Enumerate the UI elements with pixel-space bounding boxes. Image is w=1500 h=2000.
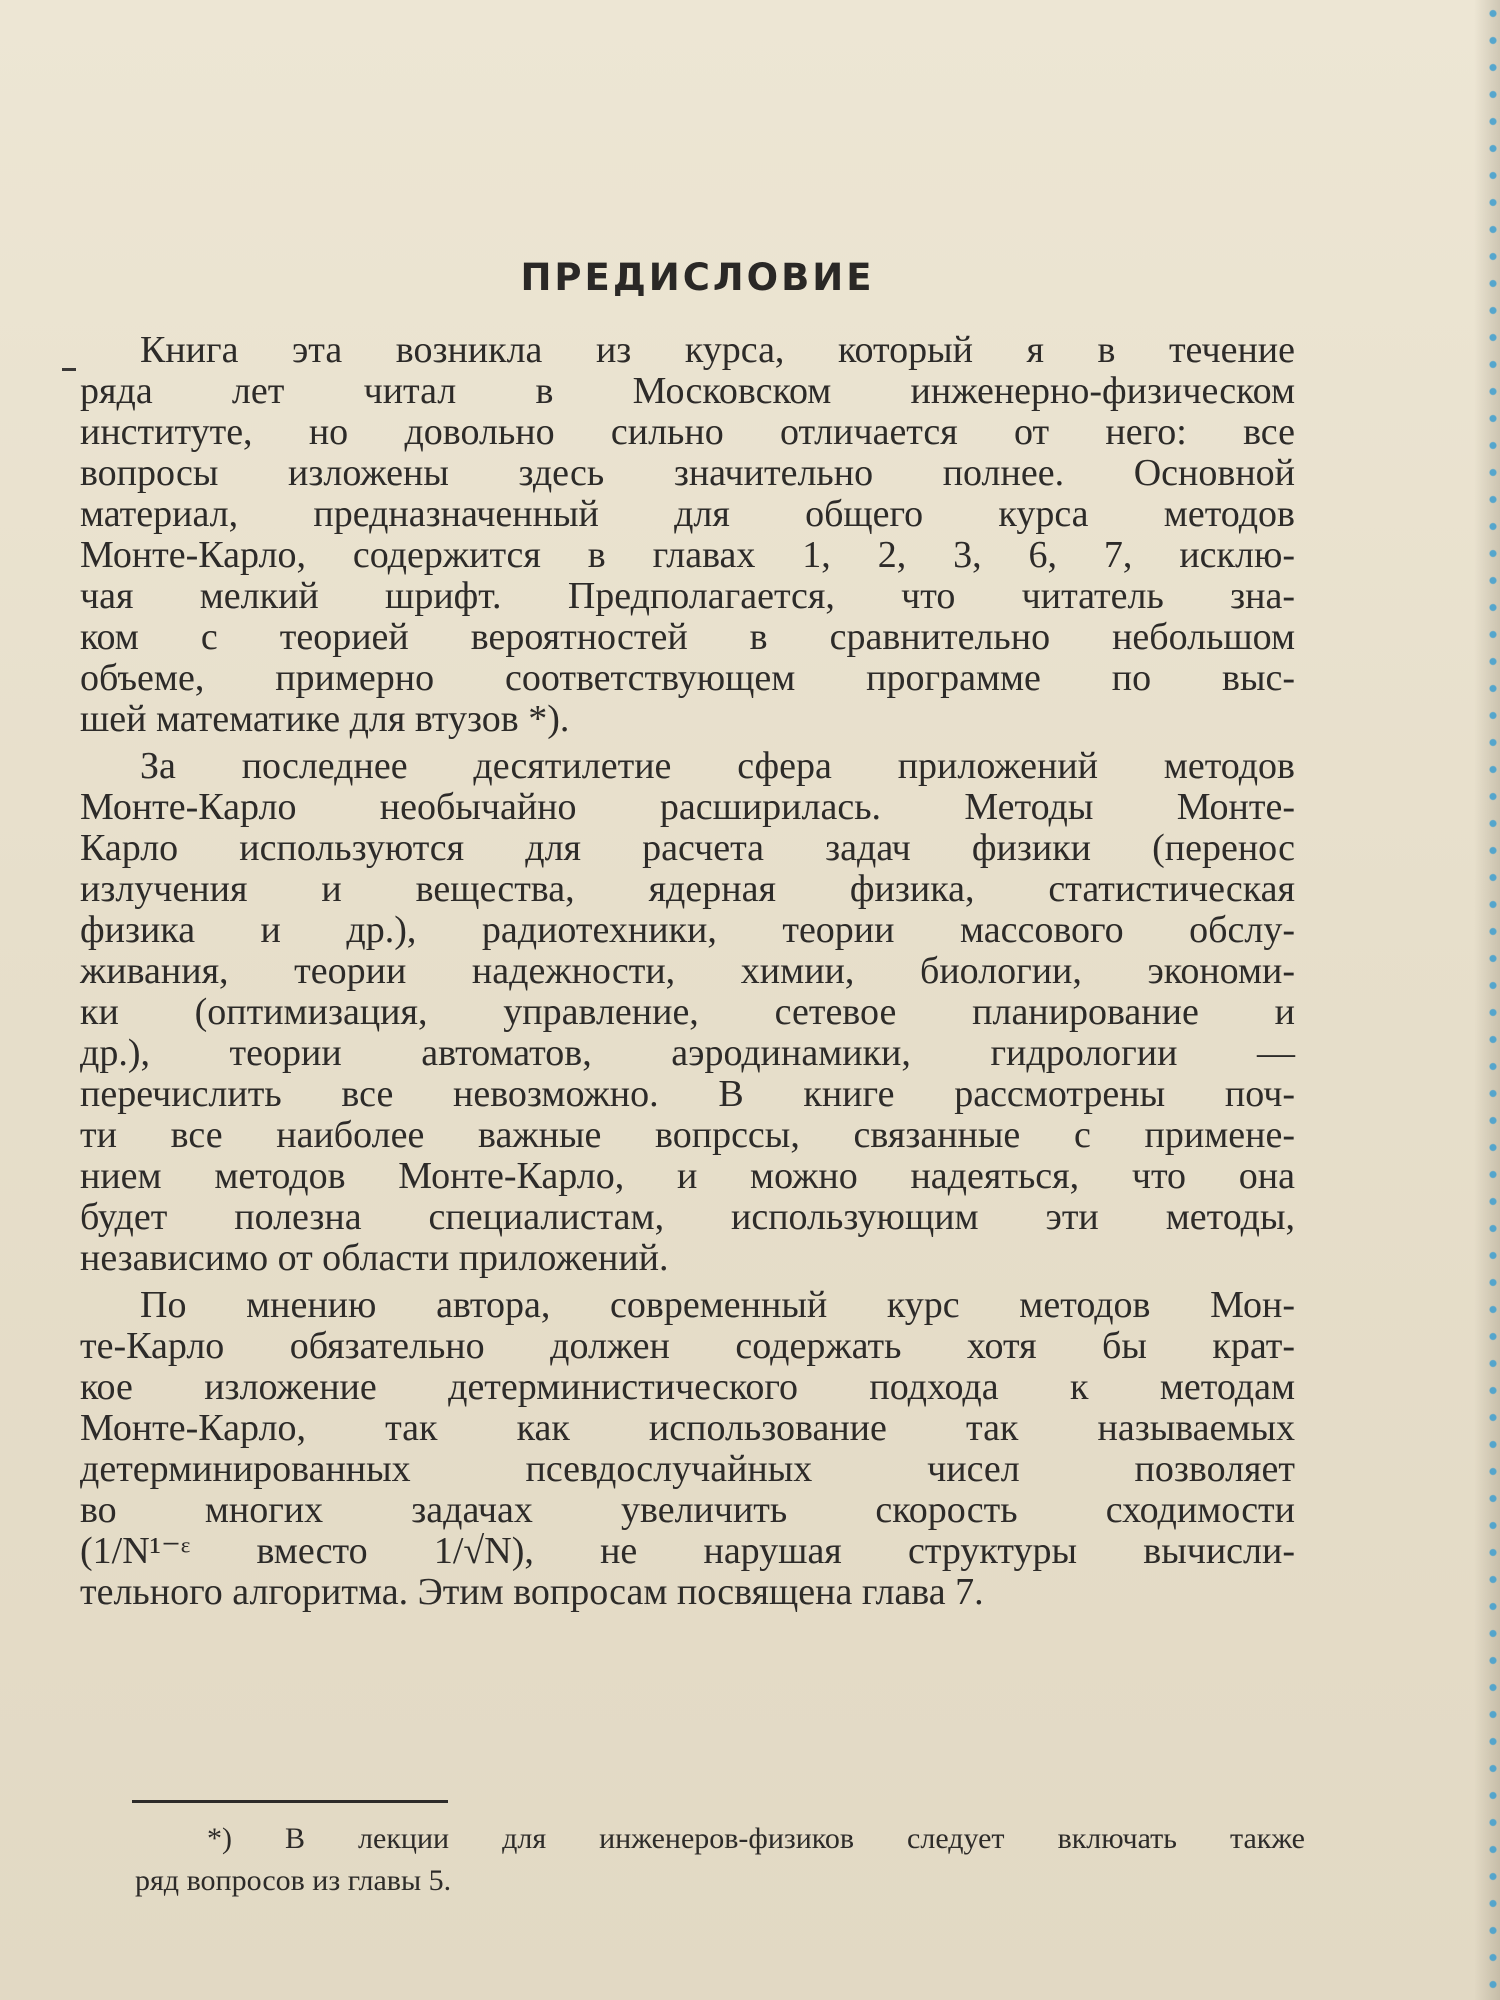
text-line: нием методов Монте-Карло, и можно надеяться, что она [80,1155,1295,1197]
text-line: ти все наиболее важные вопрссы, связанные с примене- [80,1114,1295,1156]
text-line: Карло используются для расчета задач физики (перенос [80,827,1295,869]
text-line: Монте-Карло необычайно расширилась. Методы Монте- [80,786,1295,828]
text-line: За последнее десятилетие сфера приложений методов [140,745,1295,787]
text-line: физика и др.), радиотехники, теории массового обслу- [80,909,1295,951]
preface-body [80,330,1295,1613]
text-line: По мнению автора, современный курс методов Мон- [140,1284,1295,1326]
text-line: (1/N¹⁻ᵋ вместо 1/√N), не нарушая структуры вычисли- [80,1530,1295,1572]
text-line: материал, предназначенный для общего курса методов [80,493,1295,535]
text-line: чая мелкий шрифт. Предполагается, что читатель зна- [80,575,1295,617]
text-line: Монте-Карло, так как использование так называемых [80,1407,1295,1449]
text-line: перечислить все невозможно. В книге рассмотрены поч- [80,1073,1295,1115]
text-line: излучения и вещества, ядерная физика, статистическая [80,868,1295,910]
text-line: др.), теории автоматов, аэродинамики, гидрологии — [80,1032,1295,1074]
paragraph-3 [80,1285,1295,1613]
text-line: институте, но довольно сильно отличается от него: все [80,411,1295,453]
text-line: тельного алгоритма. Этим вопросам посвящена глава 7. [80,1571,984,1613]
footnote [135,1818,1305,1902]
text-line: детерминированных псевдослучайных чисел позволяет [80,1448,1295,1490]
text-line: независимо от области приложений. [80,1237,669,1279]
text-line: будет полезна специалистам, использующим эти методы, [80,1196,1295,1238]
text-line: живания, теории надежности, химии, биологии, экономи- [80,950,1295,992]
text-line: те-Карло обязательно должен содержать хотя бы крат- [80,1325,1295,1367]
paragraph-1 [80,330,1295,740]
text-line: Книга эта возникла из курса, который я в течение [140,329,1295,371]
page-edge-dots [1488,0,1498,2000]
text-line: объеме, примерно соответствующем программе по выс- [80,657,1295,699]
footnote-divider [132,1800,448,1803]
text-line: шей математике для втузов *). [80,698,570,740]
text-line: ком с теорией вероятностей в сравнительно небольшом [80,616,1295,658]
text-line: ряда лет читал в Московском инженерно-физическом [80,370,1295,412]
text-line: вопросы изложены здесь значительно полнее. Основной [80,452,1295,494]
footnote-line: ряд вопросов из главы 5. [135,1864,452,1897]
text-line: ки (оптимизация, управление, сетевое планирование и [80,991,1295,1033]
page-title: ПРЕДИСЛОВИЕ [520,256,875,299]
text-line: кое изложение детерминистического подхода к методам [80,1366,1295,1408]
paragraph-2 [80,746,1295,1279]
footnote-line: *) В лекции для инженеров-физиков следует включать также [207,1822,1305,1855]
margin-pencil-mark [62,368,76,371]
text-line: во многих задачах увеличить скорость сходимости [80,1489,1295,1531]
text-line: Монте-Карло, содержится в главах 1, 2, 3, 6, 7, исклю- [80,534,1295,576]
